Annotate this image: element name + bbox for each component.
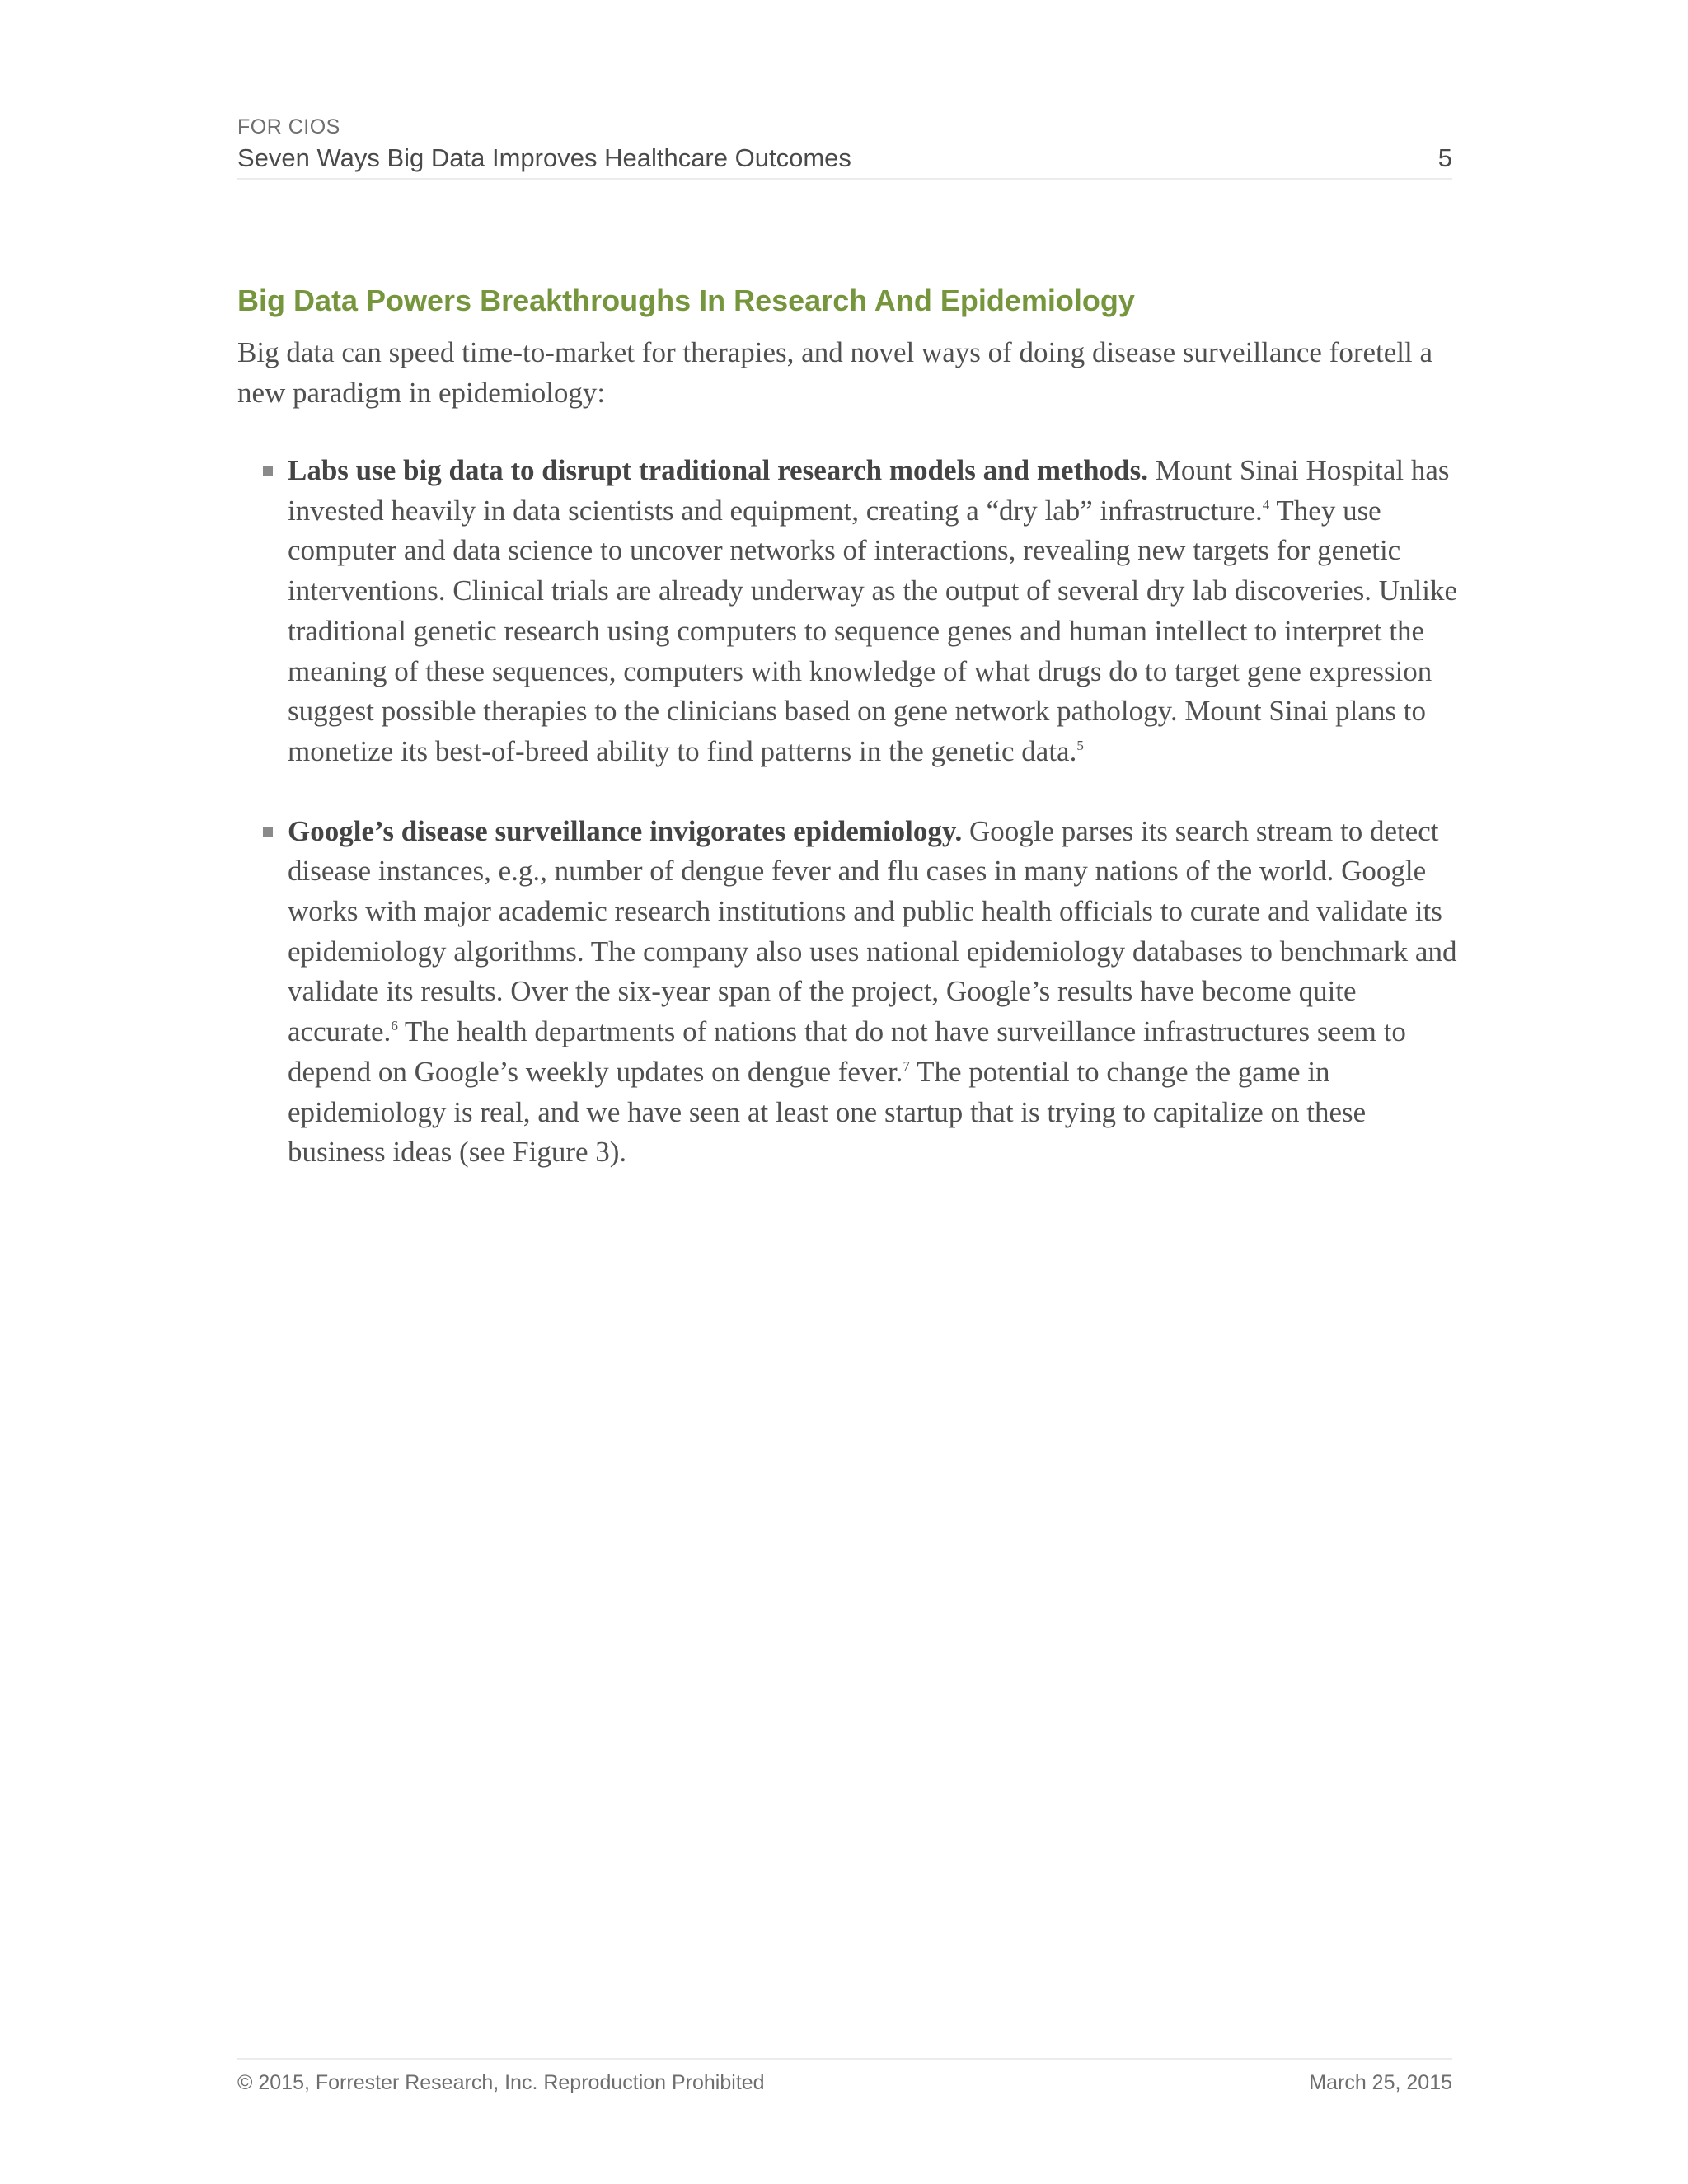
page-number: 5	[1437, 143, 1452, 172]
copyright-notice: © 2015, Forrester Research, Inc. Reproduction Prohibited	[237, 2071, 765, 2094]
bullet-lead: Labs use big data to disrupt traditional research models and methods.	[288, 454, 1148, 486]
footnote-ref[interactable]: 4	[1262, 496, 1270, 513]
section-intro: Big data can speed time-to-market for therapies, and novel ways of doing disease surveillance foretell a new paradigm in epidemiology:	[237, 336, 1433, 409]
square-bullet-icon	[263, 827, 273, 837]
publication-date: March 25, 2015	[1309, 2071, 1452, 2094]
footnote-ref[interactable]: 6	[391, 1018, 398, 1034]
header-kicker: FOR CIOS	[237, 115, 340, 138]
square-bullet-icon	[263, 466, 273, 476]
bullet-list	[237, 451, 1457, 1212]
bullet-item-mount-sinai	[237, 451, 1457, 772]
page-footer	[237, 2058, 1452, 2101]
page-header	[237, 114, 1452, 180]
footnote-ref[interactable]: 7	[903, 1057, 910, 1074]
bullet-item-google	[237, 812, 1457, 1173]
bullet-text: The potential to change the game in epidemiology is real, and we have seen at least one startup that is trying to capitalize on these business ideas (see Figure 3).	[288, 1055, 1367, 1169]
section-heading: Big Data Powers Breakthroughs In Research And Epidemiology	[237, 284, 1135, 317]
footnote-ref[interactable]: 5	[1076, 737, 1084, 753]
bullet-text: Google parses its search stream to detect disease instances, e.g., number of dengue fever and flu cases in many nations of the world. Google works with major academic research institutions and public health officials to curate and validate its epidemiology algorithms. The company also uses national epidemiology databases to benchmark and validate its results. Over the six-year span of the project, Google’s results have become quite accurate.	[288, 814, 1457, 1048]
bullet-text: The health departments of nations that do not have surveillance infrastructures seem to depend on Google’s weekly updates on dengue fever.	[288, 1015, 1406, 1088]
report-title: Seven Ways Big Data Improves Healthcare Outcomes	[237, 143, 851, 172]
bullet-text: They use computer and data science to uncover networks of interactions, revealing new targets for genetic interventions. Clinical trials are already underway as the output of several dry lab discoveries. Unlike traditional genetic research using computers to sequence genes and human intellect to interpret the meaning of these sequences, computers with knowledge of what drugs do to target gene expression suggest possible therapies to the clinicians based on gene network pathology. Mount Sinai plans to monetize its best-of-breed ability to find patterns in the genetic data.	[288, 494, 1457, 767]
bullet-lead: Google’s disease surveillance invigorates epidemiology.	[288, 814, 963, 847]
bullet-text: Mount Sinai Hospital has invested heavily in data scientists and equipment, creating a “dry lab” infrastructure.	[288, 454, 1450, 527]
